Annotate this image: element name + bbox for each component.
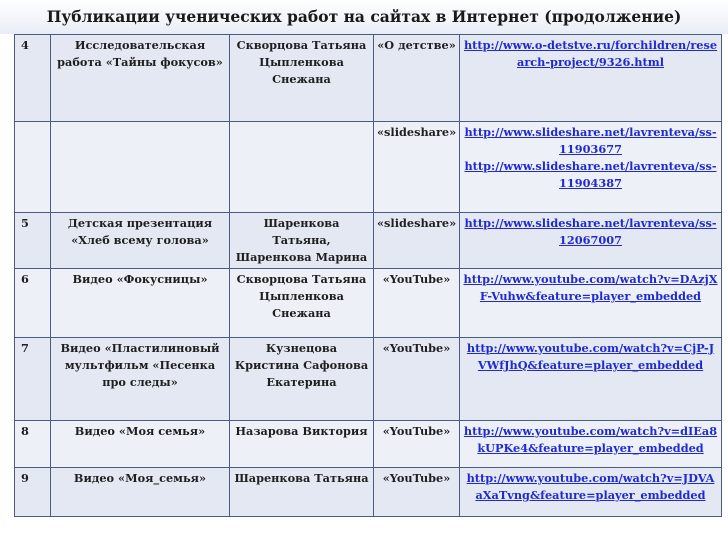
- work-title: Видео «Моя_семья»: [51, 468, 230, 517]
- row-number: 4: [15, 35, 51, 122]
- row-number: 9: [15, 468, 51, 517]
- publication-link[interactable]: http://www.o-detstve.ru/forchildren/research-project/9326.html: [463, 38, 718, 69]
- link-cell: [460, 35, 722, 122]
- link-cell: [460, 122, 722, 213]
- work-title: Видео «Пластилиновый мультфильм «Песенка про следы»: [51, 338, 230, 421]
- table-row: [15, 122, 722, 213]
- link-cell: [460, 421, 722, 468]
- work-title: Детская презентация «Хлеб всему голова»: [51, 213, 230, 269]
- table-row: [15, 468, 722, 517]
- site-name: «YouTube»: [374, 269, 460, 338]
- authors: Шаренкова Татьяна: [230, 468, 374, 517]
- publication-link[interactable]: http://www.youtube.com/watch?v=CjP-JVWfJhQ&feature=player_embedded: [466, 341, 715, 372]
- table-row: [15, 269, 722, 338]
- row-number: 7: [15, 338, 51, 421]
- page-title: Публикации ученических работ на сайтах в Интернет (продолжение): [0, 0, 728, 34]
- site-name: «YouTube»: [374, 468, 460, 517]
- table-row: [15, 421, 722, 468]
- site-name: «YouTube»: [374, 421, 460, 468]
- link-cell: [460, 269, 722, 338]
- site-name: «slideshare»: [374, 122, 460, 213]
- link-cell: [460, 468, 722, 517]
- authors: Скворцова Татьяна Цыпленкова Снежана: [230, 269, 374, 338]
- publication-link[interactable]: http://www.youtube.com/watch?v=dIEa8kUPKe4&feature=player_embedded: [463, 424, 718, 455]
- link-cell: [460, 213, 722, 269]
- table-row: [15, 338, 722, 421]
- publication-link[interactable]: http://www.slideshare.net/lavrenteva/ss-11904387: [464, 159, 717, 190]
- authors: [230, 122, 374, 213]
- authors: Назарова Виктория: [230, 421, 374, 468]
- authors: Кузнецова Кристина Сафонова Екатерина: [230, 338, 374, 421]
- publications-table: [14, 34, 722, 517]
- publication-link[interactable]: http://www.slideshare.net/lavrenteva/ss-11903677: [464, 125, 717, 156]
- site-name: «YouTube»: [374, 338, 460, 421]
- work-title: Видео «Моя семья»: [51, 421, 230, 468]
- authors: Шаренкова Татьяна, Шаренкова Марина: [230, 213, 374, 269]
- work-title: Исследовательская работа «Тайны фокусов»: [51, 35, 230, 122]
- authors: Скворцова Татьяна Цыпленкова Снежана: [230, 35, 374, 122]
- row-number: [15, 122, 51, 213]
- link-cell: [460, 338, 722, 421]
- publication-link[interactable]: http://www.slideshare.net/lavrenteva/ss-12067007: [464, 216, 717, 247]
- row-number: 6: [15, 269, 51, 338]
- row-number: 5: [15, 213, 51, 269]
- work-title: Видео «Фокусницы»: [51, 269, 230, 338]
- row-number: 8: [15, 421, 51, 468]
- publication-link[interactable]: http://www.youtube.com/watch?v=JDVAaXaTvng&feature=player_embedded: [466, 471, 715, 502]
- work-title: [51, 122, 230, 213]
- table-row: [15, 213, 722, 269]
- site-name: «slideshare»: [374, 213, 460, 269]
- publication-link[interactable]: http://www.youtube.com/watch?v=DAzjXF-Vuhw&feature=player_embedded: [463, 272, 718, 303]
- table-row: [15, 35, 722, 122]
- site-name: «О детстве»: [374, 35, 460, 122]
